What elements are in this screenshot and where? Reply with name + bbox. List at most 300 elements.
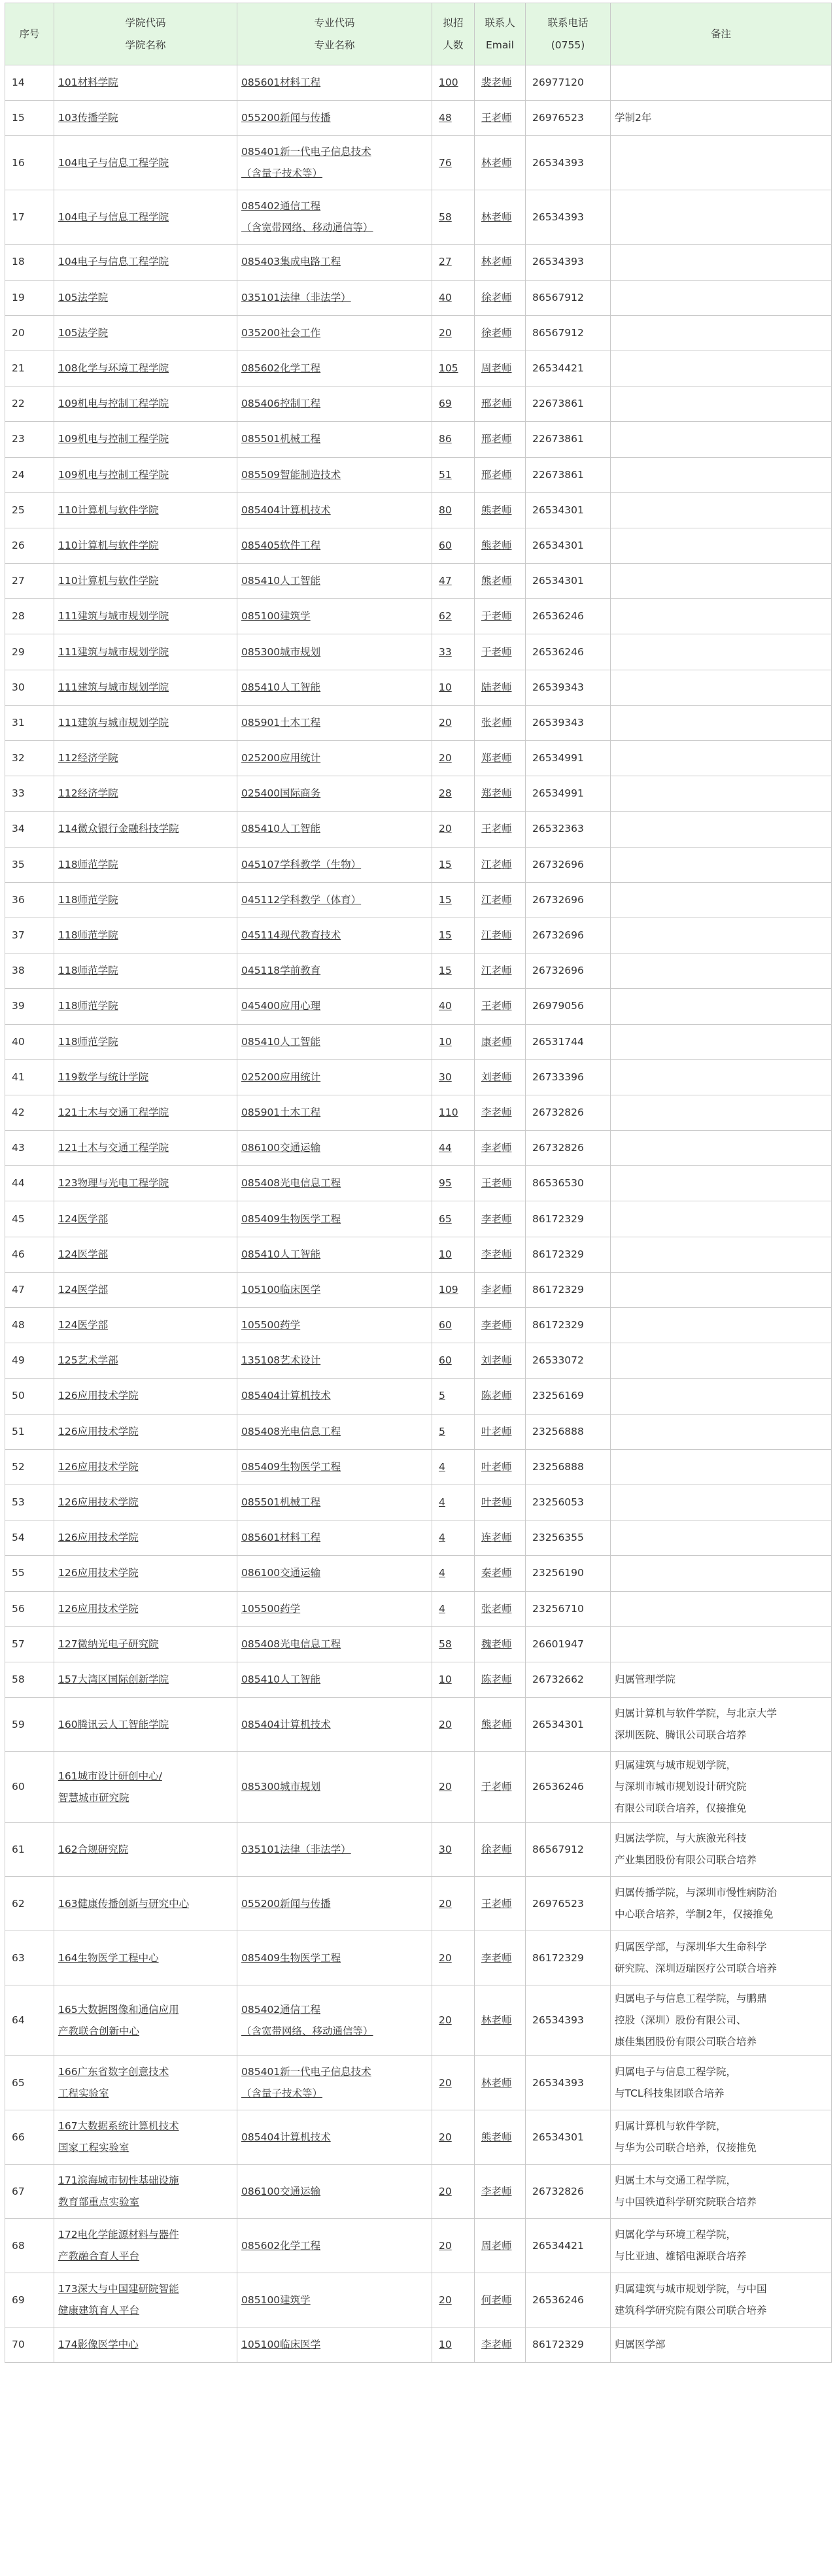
plan-count-link[interactable]: 10 (439, 2339, 452, 2351)
plan-count-link[interactable]: 27 (439, 256, 452, 268)
school-link[interactable]: 118师范学院 (58, 893, 118, 906)
plan-count-link[interactable]: 20 (439, 1897, 452, 1910)
school-link[interactable]: 126应用技术学院 (58, 1425, 139, 1437)
row-phone-cell: 26536246 (526, 1752, 611, 1823)
school-link[interactable]: 126应用技术学院 (58, 1567, 139, 1579)
school-link[interactable]: 104电子与信息工程学院 (58, 156, 169, 169)
plan-count-link[interactable]: 44 (439, 1142, 452, 1154)
contact-email-link[interactable]: 张老师 (481, 716, 512, 729)
contact-email-link[interactable]: 王老师 (481, 1177, 512, 1190)
row-major-cell (237, 1272, 432, 1307)
plan-count-link[interactable]: 109 (439, 1283, 458, 1296)
plan-count-link[interactable]: 60 (439, 1354, 452, 1367)
school-link[interactable]: 108化学与环境工程学院 (58, 362, 169, 375)
row-note-cell (611, 1308, 832, 1343)
major-link[interactable]: 085410人工智能 (241, 823, 321, 835)
row-note-cell (611, 190, 832, 245)
major-link[interactable]: 085501机械工程 (241, 433, 321, 445)
row-note-cell (611, 812, 832, 847)
table-row (5, 1308, 832, 1343)
row-phone-cell: 86172329 (526, 1237, 611, 1272)
row-note-cell (611, 1024, 832, 1059)
plan-count-link[interactable]: 40 (439, 291, 452, 303)
row-count-cell (432, 953, 475, 989)
major-link[interactable]: 085410人工智能 (241, 1248, 321, 1260)
major-link[interactable]: 085601材料工程 (241, 77, 321, 89)
plan-count-link[interactable]: 76 (439, 156, 452, 169)
plan-count-link[interactable]: 5 (439, 1390, 445, 1402)
major-link[interactable]: 085408光电信息工程 (241, 1638, 341, 1650)
contact-email-link[interactable]: 郑老师 (481, 787, 512, 800)
school-link[interactable]: 104电子与信息工程学院 (58, 256, 169, 268)
major-link[interactable]: 085100建筑学 (241, 2293, 311, 2306)
major-link[interactable]: 055200新闻与传播 (241, 112, 331, 124)
contact-email-link[interactable]: 于老师 (481, 610, 512, 623)
major-link[interactable]: 085410人工智能 (241, 1673, 321, 1685)
major-link[interactable]: 085409生物医学工程 (241, 1460, 341, 1473)
major-link[interactable]: （含量子技术等） (241, 167, 323, 180)
table-row (5, 528, 832, 563)
school-link[interactable]: 125艺术学部 (58, 1354, 118, 1367)
contact-email-link[interactable]: 林老师 (481, 211, 512, 223)
plan-count-link[interactable]: 15 (439, 858, 452, 870)
school-link[interactable]: 166广东省数字创意技术 (58, 2066, 169, 2078)
contact-email-link[interactable]: 连老师 (481, 1532, 512, 1544)
major-link[interactable]: 085403集成电路工程 (241, 256, 341, 268)
school-link[interactable]: 工程实验室 (58, 2087, 109, 2100)
row-school-cell (54, 190, 237, 245)
row-contact-cell (475, 2056, 526, 2110)
plan-count-link[interactable]: 48 (439, 112, 452, 124)
school-link[interactable]: 109机电与控制工程学院 (58, 468, 169, 481)
plan-count-link[interactable]: 69 (439, 398, 452, 410)
school-link[interactable]: 103传播学院 (58, 112, 118, 124)
row-major-cell (237, 2165, 432, 2219)
major-link[interactable]: 045400应用心理 (241, 1000, 321, 1012)
plan-count-link[interactable]: 60 (439, 539, 452, 551)
major-link[interactable]: 085410人工智能 (241, 575, 321, 587)
row-count-cell (432, 492, 475, 528)
school-link[interactable]: 112经济学院 (58, 752, 118, 764)
plan-count-link[interactable]: 10 (439, 1248, 452, 1260)
row-count-cell (432, 989, 475, 1024)
major-link[interactable]: 085602化学工程 (241, 362, 321, 375)
contact-email-link[interactable]: 郑老师 (481, 752, 512, 764)
major-link[interactable]: 085401新一代电子信息技术 (241, 146, 371, 158)
row-major-cell (237, 386, 432, 422)
plan-count-link[interactable]: 20 (439, 2239, 452, 2252)
school-link[interactable]: 126应用技术学院 (58, 1602, 139, 1615)
major-link[interactable]: 105500药学 (241, 1319, 301, 1331)
contact-email-link[interactable]: 邢老师 (481, 433, 512, 445)
school-link[interactable]: 104电子与信息工程学院 (58, 211, 169, 223)
school-link[interactable]: 112经济学院 (58, 787, 118, 800)
major-link[interactable]: 085401新一代电子信息技术 (241, 2066, 371, 2078)
row-contact-cell (475, 1931, 526, 1985)
school-link[interactable]: 国家工程实验室 (58, 2142, 129, 2154)
school-link[interactable]: 172电化学能源材料与器件 (58, 2229, 179, 2241)
school-link[interactable]: 智慧城市研究院 (58, 1791, 129, 1804)
plan-count-link[interactable]: 58 (439, 1638, 452, 1650)
contact-email-link[interactable]: 徐老师 (481, 291, 512, 303)
contact-email-link[interactable]: 林老师 (481, 2014, 512, 2027)
major-link[interactable]: 045107学科教学（生物） (241, 858, 362, 870)
plan-count-link[interactable]: 4 (439, 1602, 445, 1615)
row-seq-cell: 41 (5, 1059, 54, 1095)
contact-email-link[interactable]: 刘老师 (481, 1071, 512, 1083)
table-row (5, 1166, 832, 1201)
contact-email-link[interactable]: 林老师 (481, 256, 512, 268)
plan-count-link[interactable]: 51 (439, 468, 452, 481)
school-link[interactable]: 123物理与光电工程学院 (58, 1177, 169, 1190)
row-school-cell (54, 918, 237, 953)
contact-email-link[interactable]: 陆老师 (481, 681, 512, 693)
major-link[interactable]: 085408光电信息工程 (241, 1425, 341, 1437)
plan-count-link[interactable]: 30 (439, 1843, 452, 1855)
school-link[interactable]: 118师范学院 (58, 1035, 118, 1048)
row-note-cell (611, 1272, 832, 1307)
major-link[interactable]: 025400国际商务 (241, 787, 321, 800)
school-link[interactable]: 105法学院 (58, 326, 109, 339)
row-school-cell (54, 1985, 237, 2056)
contact-email-link[interactable]: 李老师 (481, 1212, 512, 1225)
plan-count-link[interactable]: 4 (439, 1567, 445, 1579)
major-link[interactable]: （含宽带网络、移动通信等） (241, 222, 373, 234)
row-contact-cell (475, 1662, 526, 1697)
major-link[interactable]: 085300城市规划 (241, 1781, 321, 1793)
major-link[interactable]: 085602化学工程 (241, 2239, 321, 2252)
school-link[interactable]: 111建筑与城市规划学院 (58, 645, 169, 658)
major-link[interactable]: 045114现代教育技术 (241, 929, 341, 942)
plan-count-link[interactable]: 5 (439, 1425, 445, 1437)
school-link[interactable]: 161城市设计研创中心/ (58, 1770, 162, 1782)
plan-count-link[interactable]: 28 (439, 787, 452, 800)
major-link[interactable]: 025200应用统计 (241, 1071, 321, 1083)
plan-count-link[interactable]: 10 (439, 681, 452, 693)
major-link[interactable]: 035101法律（非法学） (241, 1843, 351, 1855)
row-contact-cell (475, 989, 526, 1024)
school-link[interactable]: 109机电与控制工程学院 (58, 398, 169, 410)
major-link[interactable]: 045118学前教育 (241, 965, 321, 977)
contact-email-link[interactable]: 熊老师 (481, 575, 512, 587)
school-link[interactable]: 114微众银行金融科技学院 (58, 823, 179, 835)
plan-count-link[interactable]: 10 (439, 1035, 452, 1048)
contact-email-link[interactable]: 周老师 (481, 362, 512, 375)
row-phone-cell: 22673861 (526, 457, 611, 492)
row-phone-cell: 26732696 (526, 882, 611, 918)
contact-email-link[interactable]: 林老师 (481, 156, 512, 169)
plan-count-link[interactable]: 30 (439, 1071, 452, 1083)
major-link[interactable]: 085409生物医学工程 (241, 1212, 341, 1225)
plan-count-link[interactable]: 4 (439, 1460, 445, 1473)
major-link[interactable]: 085404计算机技术 (241, 1718, 331, 1730)
major-link[interactable]: 105500药学 (241, 1602, 301, 1615)
school-link[interactable]: 111建筑与城市规划学院 (58, 716, 169, 729)
major-link[interactable]: 085501机械工程 (241, 1496, 321, 1509)
row-school-cell (54, 1662, 237, 1697)
row-phone-cell: 86536530 (526, 1166, 611, 1201)
plan-count-link[interactable]: 60 (439, 1319, 452, 1331)
row-note-cell (611, 1414, 832, 1449)
plan-count-link[interactable]: 20 (439, 2185, 452, 2197)
school-link[interactable]: 160腾讯云人工智能学院 (58, 1718, 169, 1730)
row-note-cell (611, 351, 832, 386)
major-link[interactable]: 085601材料工程 (241, 1532, 321, 1544)
plan-count-link[interactable]: 105 (439, 362, 458, 375)
school-link[interactable]: 126应用技术学院 (58, 1390, 139, 1402)
plan-count-link[interactable]: 15 (439, 893, 452, 906)
contact-email-link[interactable]: 张老师 (481, 1602, 512, 1615)
contact-email-link[interactable]: 邢老师 (481, 398, 512, 410)
school-link[interactable]: 101材料学院 (58, 77, 118, 89)
major-link[interactable]: 045112学科教学（体育） (241, 893, 362, 906)
contact-email-link[interactable]: 王老师 (481, 823, 512, 835)
contact-email-link[interactable]: 魏老师 (481, 1638, 512, 1650)
plan-count-link[interactable]: 86 (439, 433, 452, 445)
table-row (5, 1556, 832, 1591)
plan-count-link[interactable]: 15 (439, 965, 452, 977)
plan-count-link[interactable]: 80 (439, 504, 452, 516)
contact-email-link[interactable]: 陈老师 (481, 1673, 512, 1685)
contact-email-link[interactable]: 王老师 (481, 112, 512, 124)
contact-email-link[interactable]: 康老师 (481, 1035, 512, 1048)
plan-count-link[interactable]: 33 (439, 645, 452, 658)
contact-email-link[interactable]: 李老师 (481, 1106, 512, 1118)
plan-count-link[interactable]: 100 (439, 77, 458, 89)
contact-email-link[interactable]: 熊老师 (481, 1718, 512, 1730)
row-note-cell (611, 2327, 832, 2363)
row-phone-cell: 26732696 (526, 953, 611, 989)
row-school-cell (54, 2219, 237, 2273)
school-link[interactable]: 105法学院 (58, 291, 109, 303)
major-link[interactable]: 085405软件工程 (241, 539, 321, 551)
major-link[interactable]: 085901土木工程 (241, 1106, 321, 1118)
major-link[interactable]: 035101法律（非法学） (241, 291, 351, 303)
major-link[interactable]: （含宽带网络、移动通信等） (241, 2025, 373, 2037)
school-link[interactable]: 产教联合创新中心 (58, 2025, 140, 2037)
contact-email-link[interactable]: 徐老师 (481, 326, 512, 339)
school-link[interactable]: 109机电与控制工程学院 (58, 433, 169, 445)
contact-email-link[interactable]: 于老师 (481, 1781, 512, 1793)
contact-email-link[interactable]: 王老师 (481, 1897, 512, 1910)
contact-email-link[interactable]: 王老师 (481, 1000, 512, 1012)
school-link[interactable]: 162合规研究院 (58, 1843, 129, 1855)
major-link[interactable]: 086100交通运输 (241, 1142, 321, 1154)
plan-count-link[interactable]: 95 (439, 1177, 452, 1190)
school-link[interactable]: 126应用技术学院 (58, 1532, 139, 1544)
contact-email-link[interactable]: 李老师 (481, 1283, 512, 1296)
contact-email-link[interactable]: 于老师 (481, 645, 512, 658)
major-link[interactable]: 085404计算机技术 (241, 1390, 331, 1402)
plan-count-link[interactable]: 40 (439, 1000, 452, 1012)
school-link[interactable]: 126应用技术学院 (58, 1496, 139, 1509)
major-link[interactable]: 035200社会工作 (241, 326, 321, 339)
contact-email-link[interactable]: 邢老师 (481, 468, 512, 481)
row-seq-cell: 59 (5, 1698, 54, 1752)
major-link[interactable]: 085404计算机技术 (241, 504, 331, 516)
plan-count-link[interactable]: 4 (439, 1496, 445, 1509)
major-link[interactable]: 105100临床医学 (241, 2339, 321, 2351)
contact-email-link[interactable]: 李老师 (481, 1248, 512, 1260)
major-link[interactable]: 085402通信工程 (241, 200, 321, 213)
contact-email-link[interactable]: 李老师 (481, 1142, 512, 1154)
row-major-cell (237, 705, 432, 740)
contact-email-link[interactable]: 熊老师 (481, 539, 512, 551)
plan-count-link[interactable]: 20 (439, 823, 452, 835)
note-line: 康佳集团股份有限公司联合培养 (615, 2036, 757, 2048)
school-link[interactable]: 126应用技术学院 (58, 1460, 139, 1473)
major-link[interactable]: 105100临床医学 (241, 1283, 321, 1296)
row-seq-cell: 25 (5, 492, 54, 528)
plan-count-link[interactable]: 4 (439, 1532, 445, 1544)
row-phone-cell: 26976523 (526, 101, 611, 136)
header-school (54, 3, 237, 65)
row-seq-cell: 63 (5, 1931, 54, 1985)
row-major-cell (237, 1059, 432, 1095)
plan-count-link[interactable]: 20 (439, 1951, 452, 1964)
plan-count-link[interactable]: 20 (439, 1781, 452, 1793)
school-link[interactable]: 118师范学院 (58, 858, 118, 870)
table-row (5, 1752, 832, 1823)
school-link[interactable]: 173深大与中国建研院智能 (58, 2283, 179, 2295)
plan-count-link[interactable]: 58 (439, 211, 452, 223)
school-link[interactable]: 教育部重点实验室 (58, 2196, 140, 2208)
contact-email-link[interactable]: 徐老师 (481, 1843, 512, 1855)
school-link[interactable]: 167大数据系统计算机技术 (58, 2120, 179, 2133)
plan-count-link[interactable]: 20 (439, 752, 452, 764)
note-line: 建筑科学研究院有限公司联合培养 (615, 2305, 767, 2317)
contact-email-link[interactable]: 江老师 (481, 858, 512, 870)
major-link[interactable]: （含量子技术等） (241, 2087, 323, 2100)
contact-email-link[interactable]: 李老师 (481, 1951, 512, 1964)
major-link[interactable]: 085409生物医学工程 (241, 1951, 341, 1964)
row-seq-cell: 53 (5, 1485, 54, 1520)
contact-email-link[interactable]: 熊老师 (481, 504, 512, 516)
major-link[interactable]: 085408光电信息工程 (241, 1177, 341, 1190)
school-link[interactable]: 121土木与交通工程学院 (58, 1106, 169, 1118)
contact-email-link[interactable]: 江老师 (481, 893, 512, 906)
row-school-cell (54, 1698, 237, 1752)
school-link[interactable]: 110计算机与软件学院 (58, 504, 159, 516)
school-link[interactable]: 124医学部 (58, 1212, 109, 1225)
school-link[interactable]: 健康建筑育人平台 (58, 2305, 140, 2317)
major-link[interactable]: 025200应用统计 (241, 752, 321, 764)
school-link[interactable]: 124医学部 (58, 1248, 109, 1260)
school-link[interactable]: 110计算机与软件学院 (58, 539, 159, 551)
row-major-cell (237, 1626, 432, 1662)
plan-count-link[interactable]: 20 (439, 716, 452, 729)
contact-email-link[interactable]: 何老师 (481, 2293, 512, 2306)
contact-email-link[interactable]: 江老师 (481, 929, 512, 942)
row-phone-cell: 26976523 (526, 1877, 611, 1931)
row-phone-cell: 26732826 (526, 2165, 611, 2219)
school-link[interactable]: 124医学部 (58, 1319, 109, 1331)
row-phone-cell: 23256888 (526, 1449, 611, 1485)
school-link[interactable]: 110计算机与软件学院 (58, 575, 159, 587)
school-link[interactable]: 164生物医学工程中心 (58, 1951, 159, 1964)
contact-email-link[interactable]: 李老师 (481, 2185, 512, 2197)
major-link[interactable]: 085410人工智能 (241, 1035, 321, 1048)
contact-email-link[interactable]: 秦老师 (481, 1567, 512, 1579)
row-seq-cell: 49 (5, 1343, 54, 1379)
school-link[interactable]: 产教融合育人平台 (58, 2250, 140, 2263)
school-link[interactable]: 119数学与统计学院 (58, 1071, 149, 1083)
school-link[interactable]: 163健康传播创新与研究中心 (58, 1897, 190, 1910)
school-link[interactable]: 118师范学院 (58, 929, 118, 942)
contact-email-link[interactable]: 刘老师 (481, 1354, 512, 1367)
major-link[interactable]: 085402通信工程 (241, 2003, 321, 2016)
plan-count-link[interactable]: 47 (439, 575, 452, 587)
major-link[interactable]: 085404计算机技术 (241, 2131, 331, 2143)
table-row (5, 634, 832, 670)
plan-count-link[interactable]: 20 (439, 2076, 452, 2089)
row-note-cell (611, 1485, 832, 1520)
plan-count-link[interactable]: 62 (439, 610, 452, 623)
school-link[interactable]: 118师范学院 (58, 1000, 118, 1012)
school-link[interactable]: 121土木与交通工程学院 (58, 1142, 169, 1154)
contact-email-link[interactable]: 周老师 (481, 2239, 512, 2252)
school-link[interactable]: 157大湾区国际创新学院 (58, 1673, 169, 1685)
major-link[interactable]: 085100建筑学 (241, 610, 311, 623)
plan-count-link[interactable]: 20 (439, 326, 452, 339)
plan-count-link[interactable]: 20 (439, 2293, 452, 2306)
school-link[interactable]: 111建筑与城市规划学院 (58, 681, 169, 693)
row-seq-cell: 55 (5, 1556, 54, 1591)
major-link[interactable]: 085410人工智能 (241, 681, 321, 693)
plan-count-link[interactable]: 15 (439, 929, 452, 942)
contact-email-link[interactable]: 裴老师 (481, 77, 512, 89)
row-count-cell (432, 1343, 475, 1379)
contact-email-link[interactable]: 叶老师 (481, 1496, 512, 1509)
plan-count-link[interactable]: 20 (439, 2014, 452, 2027)
plan-count-link[interactable]: 20 (439, 2131, 452, 2143)
plan-count-link[interactable]: 10 (439, 1673, 452, 1685)
school-link[interactable]: 171滨海城市韧性基础设施 (58, 2174, 179, 2187)
contact-email-link[interactable]: 叶老师 (481, 1425, 512, 1437)
major-link[interactable]: 086100交通运输 (241, 2185, 321, 2197)
row-count-cell (432, 1237, 475, 1272)
major-link[interactable]: 085509智能制造技术 (241, 468, 341, 481)
plan-count-link[interactable]: 20 (439, 1718, 452, 1730)
major-link[interactable]: 085406控制工程 (241, 398, 321, 410)
contact-email-link[interactable]: 陈老师 (481, 1390, 512, 1402)
major-link[interactable]: 085901土木工程 (241, 716, 321, 729)
contact-email-link[interactable]: 叶老师 (481, 1460, 512, 1473)
school-link[interactable]: 124医学部 (58, 1283, 109, 1296)
contact-email-link[interactable]: 熊老师 (481, 2131, 512, 2143)
major-link[interactable]: 135108艺术设计 (241, 1354, 321, 1367)
major-link[interactable]: 055200新闻与传播 (241, 1897, 331, 1910)
contact-email-link[interactable]: 李老师 (481, 1319, 512, 1331)
row-note-cell (611, 1823, 832, 1877)
school-link[interactable]: 127微纳光电子研究院 (58, 1638, 159, 1650)
row-major-cell (237, 351, 432, 386)
contact-email-link[interactable]: 林老师 (481, 2076, 512, 2089)
school-link[interactable]: 111建筑与城市规划学院 (58, 610, 169, 623)
school-link[interactable]: 165大数据图像和通信应用 (58, 2003, 179, 2016)
row-count-cell (432, 1024, 475, 1059)
major-link[interactable]: 085300城市规划 (241, 645, 321, 658)
major-link[interactable]: 086100交通运输 (241, 1567, 321, 1579)
school-link[interactable]: 118师范学院 (58, 965, 118, 977)
contact-email-link[interactable]: 江老师 (481, 965, 512, 977)
contact-email-link[interactable]: 李老师 (481, 2339, 512, 2351)
row-contact-cell (475, 1343, 526, 1379)
plan-count-link[interactable]: 65 (439, 1212, 452, 1225)
school-link[interactable]: 174影像医学中心 (58, 2339, 139, 2351)
row-major-cell (237, 1308, 432, 1343)
plan-count-link[interactable]: 110 (439, 1106, 458, 1118)
